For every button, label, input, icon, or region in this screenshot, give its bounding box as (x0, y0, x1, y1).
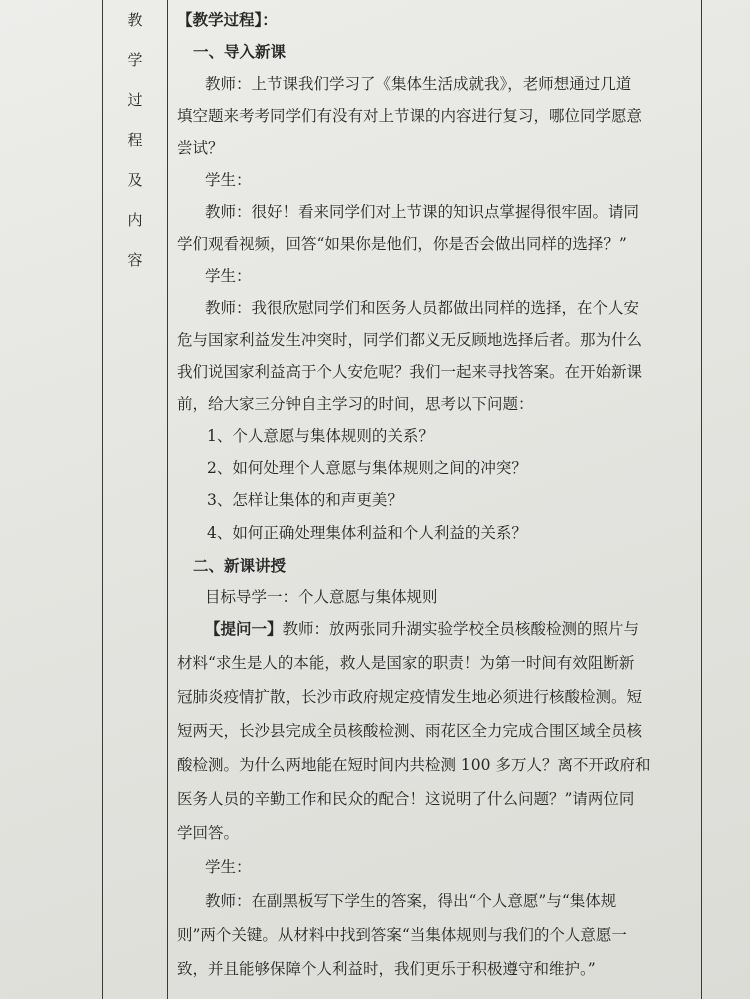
side-char: 过 (127, 91, 143, 109)
student-line: 学生： (205, 171, 252, 189)
column-divider (167, 0, 168, 999)
side-char: 教 (127, 11, 143, 29)
question-one-line (177, 612, 697, 646)
goal-line: 目标导学一：个人意愿与集体规则 (205, 588, 438, 606)
teacher-line: 致，并且能够保障个人利益时，我们更乐于积极遵守和维护。” (177, 960, 596, 978)
question-item: 3、怎样让集体的和声更美？ (207, 491, 403, 509)
section-title: 【教学过程】： (177, 10, 278, 29)
teacher-line: 医务人员的辛勤工作和民众的配合！这说明了什么问题？”请两位同 (177, 790, 635, 808)
teacher-line: 短两天，长沙县完成全员核酸检测、雨花区全力完成合围区域全员核 (177, 722, 643, 740)
student-line: 学生： (205, 858, 252, 876)
teacher-line: 我们说国家利益高于个人安危呢？我们一起来寻找答案。在开始新课 (177, 363, 643, 381)
question-item: 2、如何处理个人意愿与集体规则之间的冲突？ (207, 459, 527, 477)
question-one-text: 教师：放两张同升湖实验学校全员核酸检测的照片与 (282, 620, 640, 638)
content-column (177, 4, 697, 986)
side-char: 学 (127, 51, 143, 69)
teacher-line: 冠肺炎疫情扩散，长沙市政府规定疫情发生地必须进行核酸检测。短 (177, 688, 643, 706)
part2-heading: 二、新课讲授 (193, 556, 287, 575)
teacher-line: 则”两个关键。从材料中找到答案“当集体规则与我们的个人意愿一 (177, 926, 627, 944)
side-char: 程 (127, 131, 143, 149)
teacher-line: 教师：我很欣慰同学们和医务人员都做出同样的选择，在个人安 (205, 299, 640, 317)
teacher-line: 学回答。 (177, 824, 240, 842)
teacher-line: 酸检测。为什么两地能在短时间内共检测 100 多万人？离不开政府和 (177, 756, 651, 774)
question-item: 4、如何正确处理集体利益和个人利益的关系？ (207, 524, 527, 542)
teacher-line: 教师：在副黑板写下学生的答案，得出“个人意愿”与“集体规 (205, 892, 617, 910)
question-item: 1、个人意愿与集体规则的关系？ (207, 427, 434, 445)
side-char: 容 (127, 251, 143, 269)
lesson-plan-table (102, 0, 702, 999)
student-line: 学生： (205, 267, 252, 285)
teacher-line: 材料“求生是人的本能，救人是国家的职责！为第一时间有效阻断新 (177, 654, 635, 672)
side-label-column (103, 8, 167, 288)
teacher-line: 危与国家利益发生冲突时，同学们都义无反顾地选择后者。那为什么 (177, 331, 643, 349)
question-one-tag: 【提问一】 (205, 619, 283, 638)
side-char: 内 (127, 211, 143, 229)
part1-heading: 一、导入新课 (193, 42, 287, 61)
teacher-line: 教师：上节课我们学习了《集体生活成就我》，老师想通过几道 (205, 75, 632, 93)
teacher-line: 尝试？ (177, 139, 224, 157)
teacher-line: 填空题来考考同学们有没有对上节课的内容进行复习，哪位同学愿意 (177, 107, 643, 125)
teacher-line: 教师：很好！看来同学们对上节课的知识点掌握得很牢固。请同 (205, 203, 640, 221)
teacher-line: 前，给大家三分钟自主学习的时间，思考以下问题： (177, 395, 534, 413)
teacher-line: 学们观看视频，回答“如果你是他们，你是否会做出同样的选择？” (177, 235, 627, 253)
side-char: 及 (127, 171, 143, 189)
